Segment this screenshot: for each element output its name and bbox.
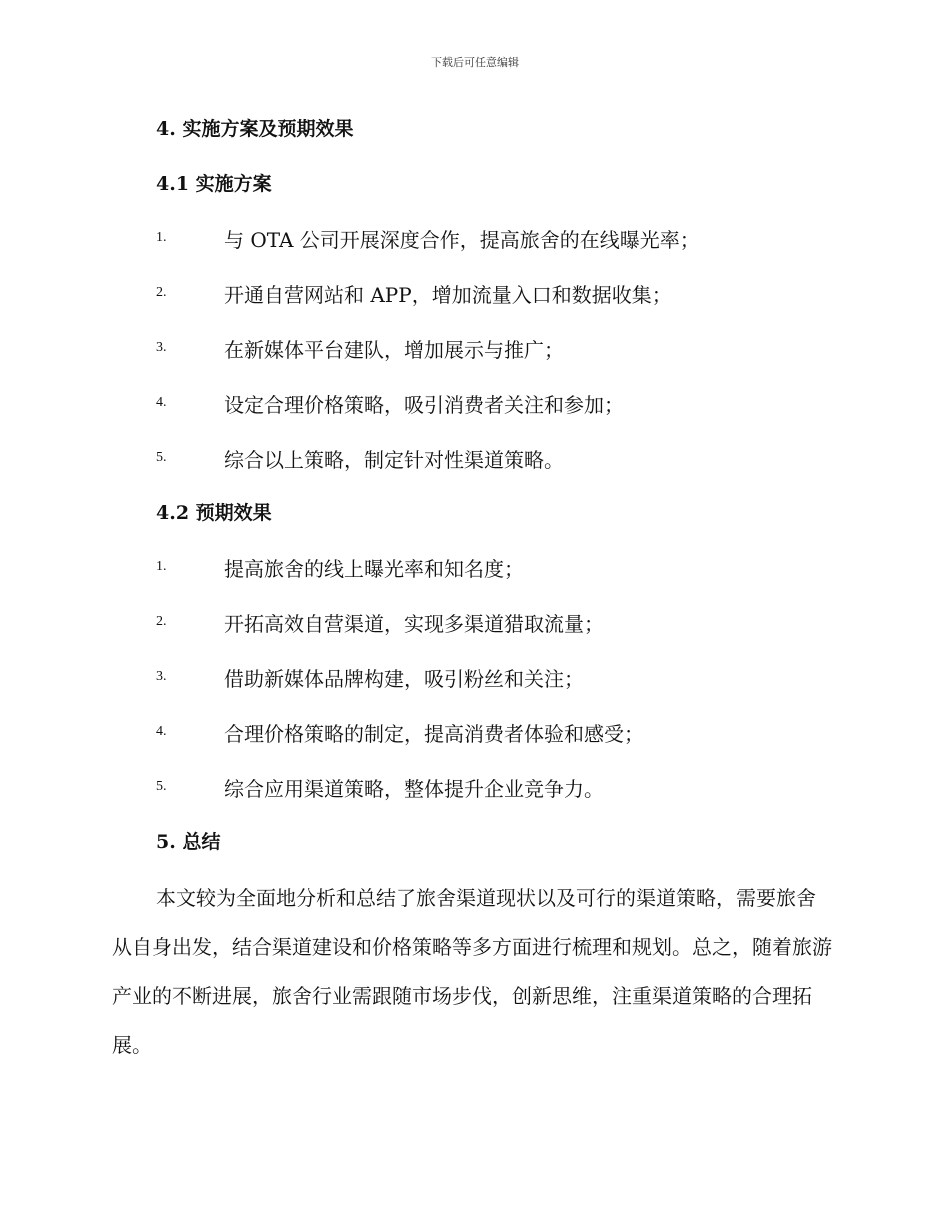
list-item [156, 334, 856, 364]
list-item [156, 279, 856, 309]
list-item-text: 综合以上策略，制定针对性渠道策略。 [224, 448, 564, 472]
list-item-text: 合理价格策略的制定，提高消费者体验和感受； [224, 722, 644, 746]
list-item-text: 开通自营网站和 APP，增加流量入口和数据收集； [224, 283, 672, 307]
list-item [156, 718, 856, 748]
summary-paragraph: 本文较为全面地分析和总结了旅舍渠道现状以及可行的渠道策略，需要旅舍从自身出发，结合渠道建设和价格策略等多方面进行梳理和规划。总之，随着旅游产业的不断进展，旅舍行业需跟随市场步伐，创新思维，注重渠道策略的合理拓展。 [112, 886, 832, 1057]
list-item-number: 5. [156, 779, 167, 794]
list-item-number: 1. [156, 230, 167, 245]
list-item [156, 663, 856, 693]
list-item-text: 与 OTA 公司开展深度合作，提高旅舍的在线曝光率； [224, 228, 700, 252]
list-item-number: 5. [156, 450, 167, 465]
list-item-text: 借助新媒体品牌构建，吸引粉丝和关注； [224, 667, 584, 691]
list-item-text: 综合应用渠道策略，整体提升企业竞争力。 [224, 777, 604, 801]
list-item-text: 设定合理价格策略，吸引消费者关注和参加； [224, 393, 624, 417]
section-title-4-2: 4.2 预期效果 [156, 502, 272, 524]
list-item [156, 224, 856, 254]
list-item-number: 3. [156, 669, 167, 684]
list-item-text: 在新媒体平台建队，增加展示与推广； [224, 338, 564, 362]
page-header: 下载后可任意编辑 [431, 56, 519, 69]
list-item [156, 608, 856, 638]
list-item-number: 1. [156, 559, 167, 574]
list-item-number: 4. [156, 724, 167, 739]
section-title-4-1: 4.1 实施方案 [156, 173, 272, 195]
list-item [156, 444, 856, 474]
list-item-text: 提高旅舍的线上曝光率和知名度； [224, 557, 524, 581]
list-item [156, 553, 856, 583]
list-item [156, 773, 856, 803]
list-item-number: 2. [156, 285, 167, 300]
section-title-5: 5. 总结 [156, 831, 221, 853]
list-item [156, 389, 856, 419]
list-item-number: 4. [156, 395, 167, 410]
list-item-number: 2. [156, 614, 167, 629]
list-item-text: 开拓高效自营渠道，实现多渠道猎取流量； [224, 612, 604, 636]
list-item-number: 3. [156, 340, 167, 355]
section-title-4: 4. 实施方案及预期效果 [156, 118, 354, 140]
